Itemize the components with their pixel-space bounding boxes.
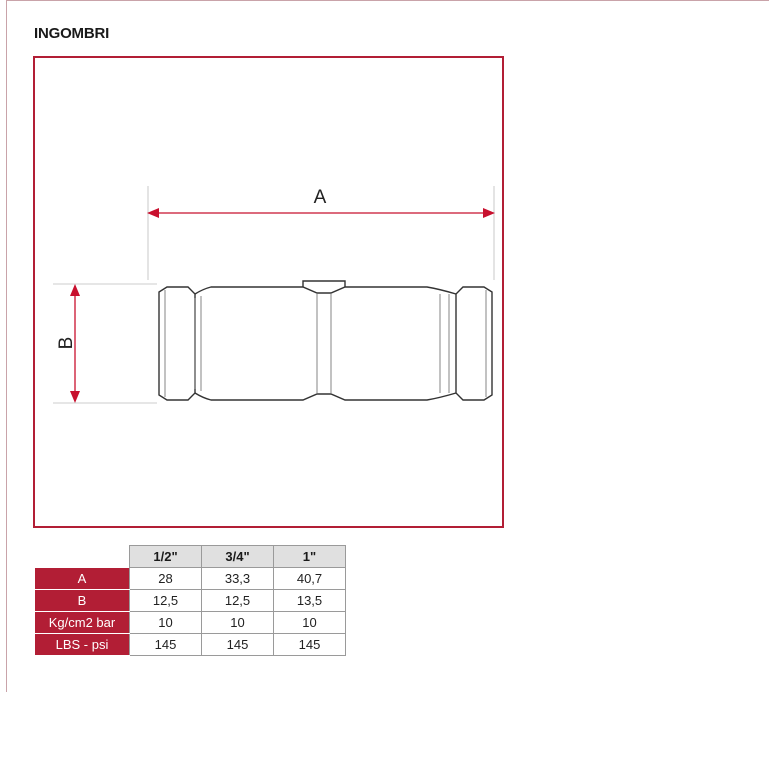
table-cell: 10 (130, 612, 202, 634)
fitting-profile (159, 281, 492, 400)
table-cell: 28 (130, 568, 202, 590)
dimensions-table (34, 545, 346, 656)
table-row (35, 590, 346, 612)
table-header-row (35, 546, 346, 568)
top-divider (6, 0, 769, 1)
technical-drawing (35, 58, 502, 526)
table-cell: 40,7 (274, 568, 346, 590)
table-cell: 12,5 (202, 590, 274, 612)
arrow-a-left-icon (147, 208, 159, 218)
table-cell: 10 (274, 612, 346, 634)
row-header: A (35, 568, 130, 590)
table-cell: 13,5 (274, 590, 346, 612)
left-divider (6, 0, 7, 692)
arrow-b-top-icon (70, 284, 80, 296)
dimension-b-label: B (56, 336, 78, 350)
table-row (35, 634, 346, 656)
table-cell: 33,3 (202, 568, 274, 590)
table-corner (35, 546, 130, 568)
arrow-a-right-icon (483, 208, 495, 218)
table-cell: 10 (202, 612, 274, 634)
table-cell: 145 (274, 634, 346, 656)
table-cell: 12,5 (130, 590, 202, 612)
table-cell: 145 (130, 634, 202, 656)
table-row (35, 612, 346, 634)
fitting-details (165, 290, 486, 397)
arrow-b-bottom-icon (70, 391, 80, 403)
table-row (35, 568, 346, 590)
technical-drawing-frame (33, 56, 504, 528)
column-header: 1/2" (130, 546, 202, 568)
section-title: INGOMBRI (34, 25, 110, 42)
column-header: 3/4" (202, 546, 274, 568)
table-cell: 145 (202, 634, 274, 656)
column-header: 1" (274, 546, 346, 568)
dimension-a-label: A (313, 187, 327, 208)
row-header: B (35, 590, 130, 612)
row-header: Kg/cm2 bar (35, 612, 130, 634)
row-header: LBS - psi (35, 634, 130, 656)
